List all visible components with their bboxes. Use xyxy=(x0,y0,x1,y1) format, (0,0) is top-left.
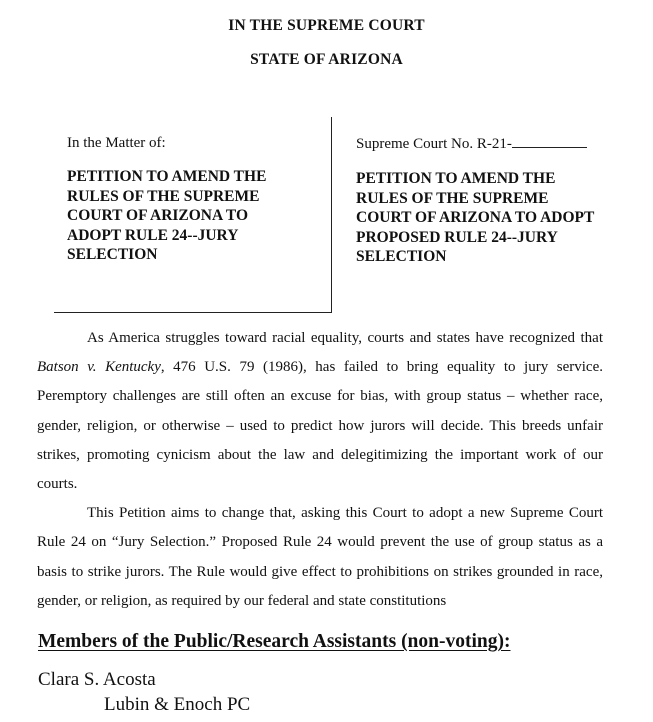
body-paragraph-2: This Petition aims to change that, asking this Court to adopt a new Supreme Court Rule 24 on “Jury Selection.” Proposed Rule 24 would prevent the use of group status as a basis to strike jurors. The Rule would give effect to prohibitions on strikes grounded in race, gender, or religion, as required by our federal and state constitutions xyxy=(37,505,603,609)
case-number-blank xyxy=(512,135,587,148)
petition-body xyxy=(37,324,603,616)
case-citation-name: Batson v. Kentucky xyxy=(37,359,161,376)
case-number xyxy=(356,135,641,153)
caption-right-block xyxy=(356,135,641,267)
petition-title-right: PETITION TO AMEND THE RULES OF THE SUPREME COURT OF ARIZONA TO ADOPT PROPOSED RULE 24--JURY SELECTION xyxy=(356,170,595,265)
petition-title-left: PETITION TO AMEND THE RULES OF THE SUPREME COURT OF ARIZONA TO ADOPT RULE 24--JURY SELECTION xyxy=(67,168,267,263)
p1-text-start: As America struggles toward racial equality, courts and states have recognized that xyxy=(87,330,603,346)
caption-left-block xyxy=(67,135,322,265)
p1-text-end: , 476 U.S. 79 (1986), has failed to bring equality to jury service. Peremptory challenges are still often an excuse for bias, with group status – whether race, gender, religion, or otherwise – used to predict how jurors will decide. This breeds unfair strikes, promoting cynicism about the law and delegitimizing the important work of our courts. xyxy=(37,359,603,493)
member-firm: Lubin & Enoch PC xyxy=(104,694,251,715)
member-name: Clara S. Acosta xyxy=(38,669,156,690)
court-state-heading: STATE OF ARIZONA xyxy=(250,51,403,68)
caption-bottom-rule xyxy=(54,312,332,313)
court-name-heading: IN THE SUPREME COURT xyxy=(228,17,425,34)
members-heading: Members of the Public/Research Assistants (non-voting): xyxy=(38,631,511,652)
matter-label: In the Matter of: xyxy=(67,135,166,151)
body-paragraph-1 xyxy=(37,324,603,499)
case-number-prefix: Supreme Court No. R-21- xyxy=(356,136,512,152)
caption-vertical-divider xyxy=(331,117,332,313)
